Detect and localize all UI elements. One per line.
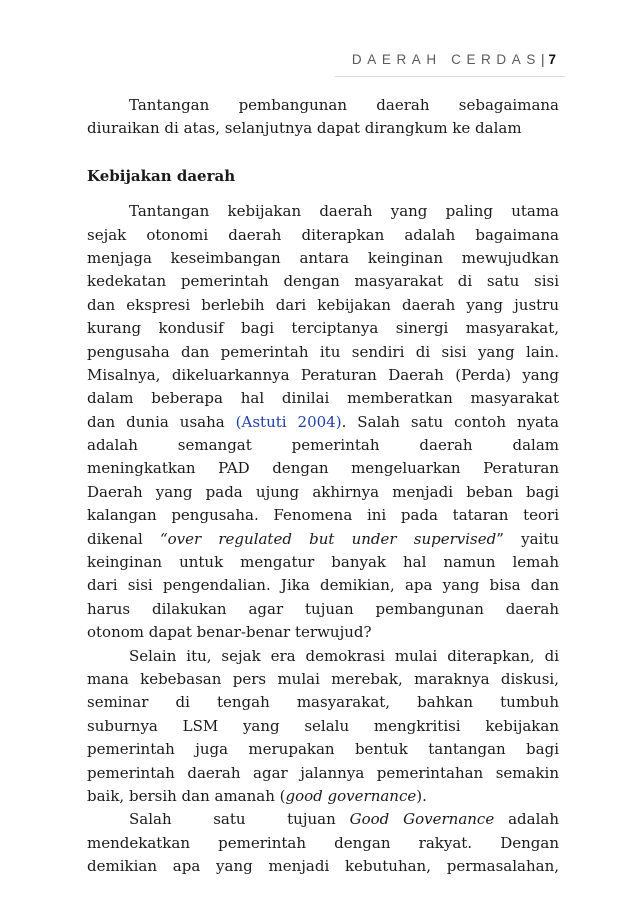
running-header-separator: | <box>540 52 545 67</box>
text-fragment: dan dunia usaha <box>87 412 236 431</box>
italic-term: good governance <box>285 786 417 805</box>
text-line: sejak otonomi daerah diterapkan adalah bagaimana <box>87 225 559 244</box>
text-fragment: dikenal <box>87 529 160 548</box>
text-line: pemerintah juga merupakan bentuk tantangan bagi <box>87 740 559 759</box>
text-line: mana kebebasan pers mulai merebak, maraknya diskusi, <box>87 670 559 688</box>
text-line: demikian apa yang menjadi kebutuhan, permasalahan, <box>87 857 559 876</box>
text-fragment: Salah satu tujuan <box>129 810 350 829</box>
intro-paragraph <box>87 94 559 141</box>
text-fragment: baik, bersih dan amanah ( <box>87 786 286 805</box>
text-line: Tantangan pembangunan daerah sebagaimana <box>129 96 559 114</box>
paragraph-kebijakan <box>87 200 559 644</box>
text-line <box>87 528 559 551</box>
running-header <box>352 52 556 67</box>
text-line: kurang kondusif bagi terciptanya sinergi masyarakat, <box>87 319 559 338</box>
running-header-title: DAERAH CERDAS <box>351 52 541 67</box>
paragraph-demokrasi <box>87 645 559 809</box>
text-line: dalam beberapa hal dinilai memberatkan masyarakat <box>87 389 559 408</box>
text-line: meningkatkan PAD dengan mengeluarkan Peraturan <box>87 459 559 478</box>
text-line: pemerintah daerah agar jalannya pemerintahan semakin <box>87 763 559 782</box>
text-line: suburnya LSM yang selalu mengkritisi kebijakan <box>87 716 559 735</box>
text-line: Selain itu, sejak era demokrasi mulai diterapkan, di <box>129 646 559 665</box>
text-line: mendekatkan pemerintah dengan rakyat. Dengan <box>87 833 559 852</box>
text-line: menjaga keseimbangan antara keinginan mewujudkan <box>87 248 559 267</box>
text-line: adalah semangat pemerintah daerah dalam <box>87 436 559 455</box>
page-number: 7 <box>548 52 556 67</box>
text-fragment: . Salah satu contoh nyata <box>341 412 559 431</box>
italic-term: “over regulated but under supervised <box>159 529 497 548</box>
section-heading: Kebijakan daerah <box>87 166 236 185</box>
header-rule <box>335 76 565 77</box>
text-line: harus dilakukan agar tujuan pembangunan daerah <box>87 599 559 618</box>
text-line: otonom dapat benar-benar terwujud? <box>87 623 372 642</box>
paragraph-good-governance <box>87 808 559 878</box>
italic-term: Good Governance <box>349 810 495 829</box>
text-line <box>87 785 559 808</box>
text-line: kalangan pengusaha. Fenomena ini pada tataran teori <box>87 506 559 525</box>
text-line: Daerah yang pada ujung akhirnya menjadi beban bagi <box>87 482 559 501</box>
text-fragment: ). <box>416 786 427 805</box>
text-line <box>87 808 559 831</box>
text-fragment: ” yaitu <box>496 529 559 548</box>
page-body <box>87 94 559 879</box>
text-line: keinginan untuk mengatur banyak hal namun lemah <box>87 553 559 572</box>
text-line <box>87 411 559 434</box>
text-fragment: adalah <box>494 810 559 829</box>
text-line: diuraikan di atas, selanjutnya dapat dirangkum ke dalam <box>87 119 522 138</box>
text-line: dan ekspresi berlebih dari kebijakan daerah yang justru <box>87 295 559 314</box>
text-line: Misalnya, dikeluarkannya Peraturan Daerah (Perda) yang <box>87 365 559 384</box>
text-line: dari sisi pengendalian. Jika demikian, apa yang bisa dan <box>87 576 559 595</box>
text-line: seminar di tengah masyarakat, bahkan tumbuh <box>87 693 559 712</box>
text-line: Tantangan kebijakan daerah yang paling utama <box>129 202 559 221</box>
text-line: pengusaha dan pemerintah itu sendiri di sisi yang lain. <box>87 342 559 361</box>
citation-link[interactable]: (Astuti 2004) <box>235 412 342 431</box>
text-line: kedekatan pemerintah dengan masyarakat di satu sisi <box>87 272 559 291</box>
